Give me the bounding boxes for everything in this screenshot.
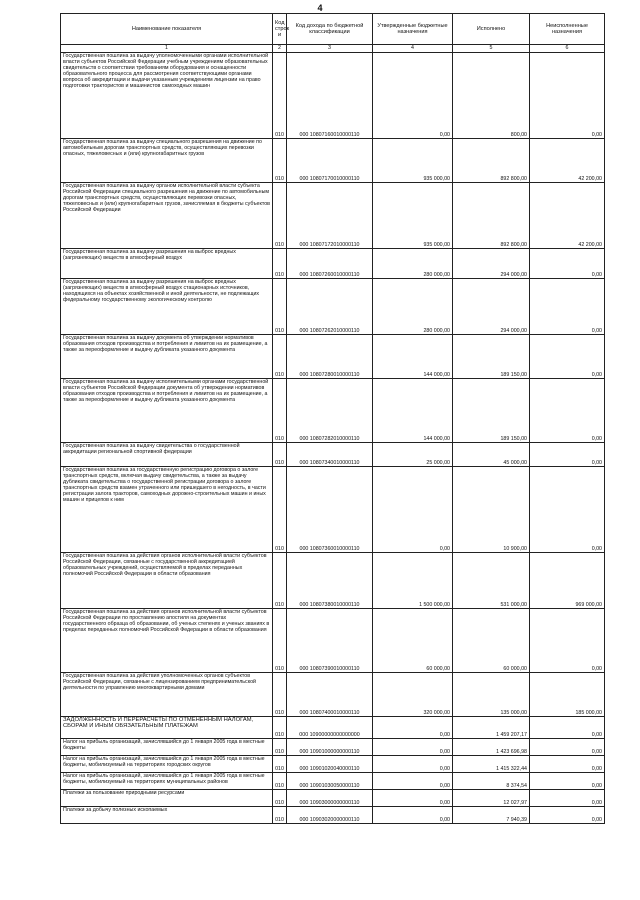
row-line-code-cell: 010 [273,443,287,467]
row-line-code-cell: 010 [273,279,287,335]
row-name-cell: Налог на прибыль организаций, зачислявшийся до 1 января 2005 года в местные бюджеты, мобилизуемый на территориях городских округов [61,756,273,773]
table-row [61,790,605,807]
header-budget-code: Код дохода по бюджетной классификации [287,14,373,45]
row-name-cell: Государственная пошлина за действия органов исполнительной власти субъектов Российской Федерации, связанные с государственной аккредитацией образовательных учреждений, осуществляемой в пределах переданных полномочий Российской Федерации в области образования [61,553,273,609]
row-executed-cell: 1 459 207,17 [453,717,530,739]
table-body [61,53,605,824]
table-row [61,717,605,739]
row-name-cell: Государственная пошлина за выдачу уполномоченными органами исполнительной власти субъектов Российской Федерации учебным учреждениям образовательных свидетельств о соответствии требованиям оборудования и оснащенности образовательного процесса для рассмотрения соответствующими органами вопроса об аккредитации и выдачи указанным учреждениям лицензии на право подготовки трактористов и машинистов самоходных машин [61,53,273,139]
header-approved: Утвержденные бюджетные назначения [373,14,453,45]
table-row [61,807,605,824]
row-name-cell: Платежи за добычу полезных ископаемых [61,807,273,824]
row-unexecuted-cell: 0,00 [530,53,605,139]
row-line-code-cell: 010 [273,467,287,553]
row-approved-cell: 0,00 [373,717,453,739]
row-name-cell: Государственная пошлина за выдачу органом исполнительной власти субъекта Российской Федерации специального разрешения на движение по автомобильным дорогам транспортных средств, осуществляющих перевозки опасных, тяжеловесных и (или) крупногабаритных грузов, зачисляемая в бюджеты субъектов Российской Федерации [61,183,273,249]
row-unexecuted-cell: 0,00 [530,790,605,807]
row-approved-cell: 280 000,00 [373,279,453,335]
row-budget-code-cell: 000 10901020040000110 [287,756,373,773]
row-budget-code-cell: 000 10807260010000110 [287,249,373,279]
row-executed-cell: 12 027,97 [453,790,530,807]
table-row [61,756,605,773]
row-line-code-cell: 010 [273,249,287,279]
row-budget-code-cell: 000 10807262010000110 [287,279,373,335]
revenue-table [60,13,605,824]
table-row [61,249,605,279]
column-number: 3 [287,45,373,53]
row-unexecuted-cell: 0,00 [530,756,605,773]
column-number: 6 [530,45,605,53]
row-budget-code-cell: 000 10807172010000110 [287,183,373,249]
row-executed-cell: 135 000,00 [453,673,530,717]
row-unexecuted-cell: 0,00 [530,379,605,443]
row-line-code-cell: 010 [273,609,287,673]
row-unexecuted-cell: 185 000,00 [530,673,605,717]
row-unexecuted-cell: 0,00 [530,249,605,279]
header-unexecuted: Неисполненные назначения [530,14,605,45]
header-name: Наименование показателя [61,14,273,45]
row-approved-cell: 0,00 [373,467,453,553]
row-approved-cell: 144 000,00 [373,379,453,443]
row-unexecuted-cell: 0,00 [530,807,605,824]
table-row [61,335,605,379]
row-approved-cell: 144 000,00 [373,335,453,379]
row-executed-cell: 294 000,00 [453,279,530,335]
table-row [61,139,605,183]
table-row [61,467,605,553]
row-name-cell: Государственная пошлина за выдачу свидетельства о государственной аккредитации региональной спортивной федерации [61,443,273,467]
row-executed-cell: 1 415 322,44 [453,756,530,773]
row-name-cell: Государственная пошлина за выдачу специального разрешения на движение по автомобильным дорогам транспортных средств, осуществляющих перевозки опасных, тяжеловесных и (или) крупногабаритных грузов [61,139,273,183]
header-row [61,14,605,45]
row-name-cell: Налог на прибыль организаций, зачислявшийся до 1 января 2005 года в местные бюджеты, мобилизуемый на территориях муниципальных районов [61,773,273,790]
row-name-cell: Государственная пошлина за действия уполномоченных органов субъектов Российской Федерации, связанные с лицензированием предпринимательской деятельности по управлению многоквартирными домами [61,673,273,717]
row-line-code-cell: 010 [273,553,287,609]
column-number: 2 [273,45,287,53]
row-line-code-cell: 010 [273,790,287,807]
row-approved-cell: 0,00 [373,53,453,139]
row-unexecuted-cell: 0,00 [530,717,605,739]
row-unexecuted-cell: 969 000,00 [530,553,605,609]
row-name-cell: Государственная пошлина за выдачу разрешения на выброс вредных (загрязняющих) веществ в атмосферный воздух стационарных источников, находящихся на объектах хозяйственной и иной деятельности, не подлежащих федеральному государственному экологическому контролю [61,279,273,335]
row-executed-cell: 892 800,00 [453,183,530,249]
column-number: 5 [453,45,530,53]
row-approved-cell: 0,00 [373,773,453,790]
row-budget-code-cell: 000 10807380010000110 [287,553,373,609]
row-budget-code-cell: 000 10807390010000110 [287,609,373,673]
row-name-cell: Государственная пошлина за выдачу исполнительными органами государственной власти субъектов Российской Федерации документа об утверждении нормативов образования отходов производства и потребления и лимитов на их размещение, а также за переоформление и выдачу дубликата указанного документа [61,379,273,443]
table-row [61,53,605,139]
row-line-code-cell: 010 [273,807,287,824]
row-line-code-cell: 010 [273,739,287,756]
row-executed-cell: 1 423 696,98 [453,739,530,756]
row-approved-cell: 0,00 [373,739,453,756]
row-budget-code-cell: 000 10901030050000110 [287,773,373,790]
row-budget-code-cell: 000 10807160010000110 [287,53,373,139]
row-name-cell: Платежи за пользование природными ресурсами [61,790,273,807]
row-approved-cell: 320 000,00 [373,673,453,717]
row-name-cell: ЗАДОЛЖЕННОСТЬ И ПЕРЕРАСЧЕТЫ ПО ОТМЕНЕННЫМ НАЛОГАМ, СБОРАМ И ИНЫМ ОБЯЗАТЕЛЬНЫМ ПЛАТЕЖАМ [61,717,273,739]
row-unexecuted-cell: 0,00 [530,279,605,335]
row-executed-cell: 531 000,00 [453,553,530,609]
row-approved-cell: 935 000,00 [373,139,453,183]
row-name-cell: Налог на прибыль организаций, зачислявшийся до 1 января 2005 года в местные бюджеты [61,739,273,756]
row-unexecuted-cell: 42 200,00 [530,139,605,183]
row-unexecuted-cell: 0,00 [530,467,605,553]
row-executed-cell: 294 000,00 [453,249,530,279]
row-line-code-cell: 010 [273,335,287,379]
row-approved-cell: 280 000,00 [373,249,453,279]
row-budget-code-cell: 000 10901000000000110 [287,739,373,756]
row-line-code-cell: 010 [273,673,287,717]
row-name-cell: Государственная пошлина за выдачу разрешения на выброс вредных (загрязняющих) веществ в атмосферный воздух [61,249,273,279]
table-row [61,673,605,717]
row-executed-cell: 8 374,54 [453,773,530,790]
row-approved-cell: 0,00 [373,790,453,807]
row-unexecuted-cell: 0,00 [530,443,605,467]
table-row [61,609,605,673]
row-approved-cell: 60 000,00 [373,609,453,673]
row-budget-code-cell: 000 10903000000000110 [287,790,373,807]
table-row [61,279,605,335]
row-budget-code-cell: 000 10903020000000110 [287,807,373,824]
row-unexecuted-cell: 0,00 [530,335,605,379]
row-name-cell: Государственная пошлина за государственную регистрацию договора о залоге транспортных средств, включая выдачу свидетельства, а также за выдачу дубликата свидетельства о государственной регистрации договора о залоге транспортных средств взамен утраченного или пришедшего в негодность, в части регистрации залога тракторов, самоходных дорожно-строительных машин и иных машин и прицепов к ним [61,467,273,553]
table-row [61,773,605,790]
row-line-code-cell: 010 [273,53,287,139]
row-executed-cell: 60 000,00 [453,609,530,673]
row-executed-cell: 7 940,39 [453,807,530,824]
row-budget-code-cell: 000 10807170010000110 [287,139,373,183]
column-number: 1 [61,45,273,53]
row-executed-cell: 189 150,00 [453,335,530,379]
row-line-code-cell: 010 [273,379,287,443]
page-number: 4 [317,3,323,13]
row-line-code-cell: 010 [273,773,287,790]
row-name-cell: Государственная пошлина за выдачу документа об утверждении нормативов образования отходов производства и потребления и лимитов на их размещение, а также за переоформление и выдачу дубликата указанного документа [61,335,273,379]
table-row [61,379,605,443]
table-row [61,739,605,756]
row-executed-cell: 800,00 [453,53,530,139]
column-number: 4 [373,45,453,53]
column-number-row [61,45,605,53]
row-budget-code-cell: 000 10807340010000110 [287,443,373,467]
row-unexecuted-cell: 0,00 [530,739,605,756]
row-line-code-cell: 010 [273,139,287,183]
row-executed-cell: 45 000,00 [453,443,530,467]
row-line-code-cell: 010 [273,183,287,249]
row-executed-cell: 892 800,00 [453,139,530,183]
row-budget-code-cell: 000 10900000000000000 [287,717,373,739]
table-row [61,553,605,609]
row-approved-cell: 25 000,00 [373,443,453,467]
row-approved-cell: 0,00 [373,756,453,773]
row-unexecuted-cell: 0,00 [530,609,605,673]
row-budget-code-cell: 000 10807282010000110 [287,379,373,443]
row-approved-cell: 0,00 [373,807,453,824]
row-approved-cell: 935 000,00 [373,183,453,249]
table-row [61,183,605,249]
row-line-code-cell: 010 [273,717,287,739]
row-approved-cell: 1 500 000,00 [373,553,453,609]
header-line-code: Код строк и [273,14,287,45]
table-row [61,443,605,467]
row-line-code-cell: 010 [273,756,287,773]
row-budget-code-cell: 000 10807360010000110 [287,467,373,553]
row-unexecuted-cell: 0,00 [530,773,605,790]
row-budget-code-cell: 000 10807280010000110 [287,335,373,379]
row-name-cell: Государственная пошлина за действия органов исполнительной власти субъектов Российской Федерации по проставлению апостиля на документах государственного образца об образовании, об ученых степенях и ученых званиях в пределах переданных полномочий Российской Федерации в области образования [61,609,273,673]
row-unexecuted-cell: 42 200,00 [530,183,605,249]
row-executed-cell: 10 900,00 [453,467,530,553]
row-executed-cell: 189 150,00 [453,379,530,443]
header-executed: Исполнено [453,14,530,45]
row-budget-code-cell: 000 10807400010000110 [287,673,373,717]
